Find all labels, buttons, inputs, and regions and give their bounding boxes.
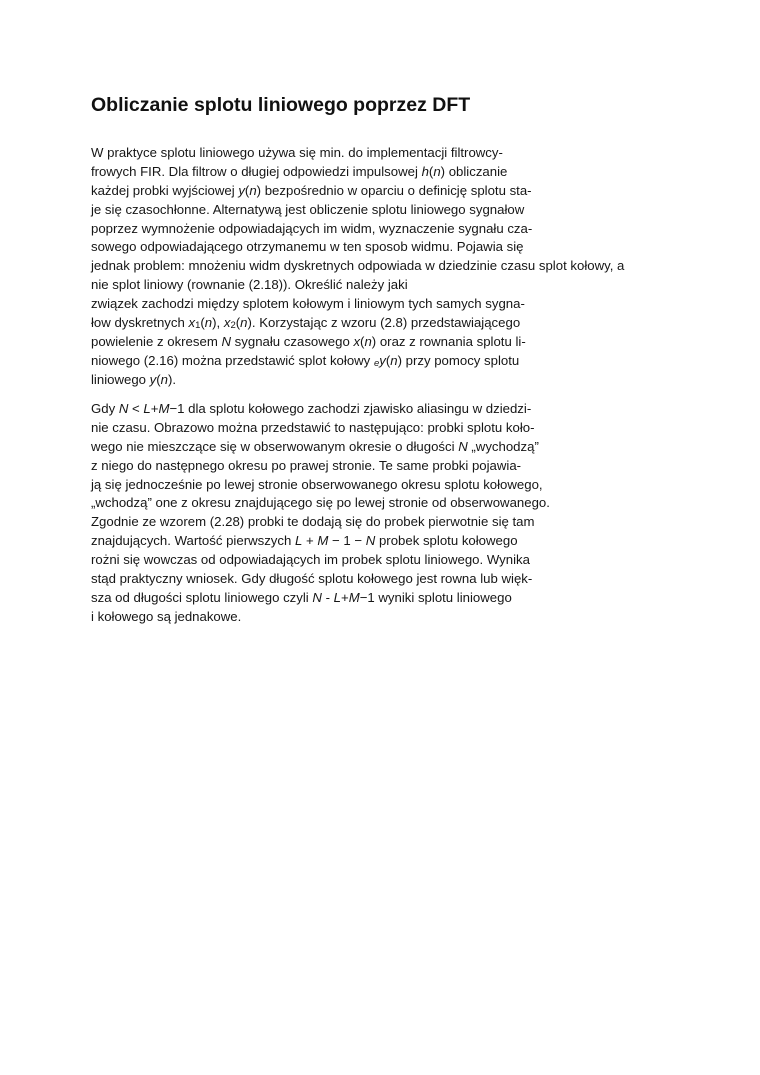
text-run: M <box>158 401 170 416</box>
text-run: M <box>348 589 360 605</box>
text-run: liniowego <box>91 371 150 387</box>
text-line <box>91 589 550 608</box>
text-run: N <box>221 333 232 349</box>
text-run: ) obliczanie <box>440 163 508 179</box>
text-line <box>91 371 624 390</box>
text-run: i kołowego są jednakowe. <box>91 608 242 624</box>
text-run: Zgodnie ze wzorem (2.28) probki te dodają się do probek pierwotnie się tam <box>91 514 535 530</box>
text-line <box>91 608 550 627</box>
text-run: je się czasochłonne. Alternatywą jest obliczenie splotu liniowego sygnałow <box>91 201 525 217</box>
text-run: + <box>150 401 159 416</box>
text-run: n <box>240 315 248 331</box>
text-run: ( <box>428 163 434 179</box>
text-line <box>91 238 624 257</box>
text-run: „wchodzą” one z okresu znajdującego się po lewej stronie od obserwowanego. <box>91 495 550 511</box>
text-line <box>91 352 624 371</box>
text-run: 2 <box>230 320 236 332</box>
text-line <box>91 532 550 551</box>
text-run: W praktyce splotu liniowego używa się min. do implementacji filtrowcy- <box>91 145 503 160</box>
text-run: ( <box>200 315 205 331</box>
text-line <box>91 476 550 495</box>
paragraph-2 <box>91 400 550 627</box>
text-run: e <box>373 357 380 369</box>
text-run: „wychodzą” <box>467 438 539 454</box>
text-run: n <box>433 163 441 179</box>
text-line <box>91 144 624 163</box>
text-run: sygnału czasowego <box>231 333 354 349</box>
text-line <box>91 163 624 182</box>
text-run: n <box>204 315 213 331</box>
text-run: y <box>238 182 245 198</box>
text-run: −1 wyniki splotu liniowego <box>359 589 512 605</box>
text-run: ( <box>156 371 161 387</box>
text-run: M <box>317 533 329 549</box>
text-run: frowych FIR. Dla filtrow o długiej odpowiedzi impulsowej <box>91 163 422 179</box>
text-run: ) przy pomocy splotu <box>397 352 520 368</box>
text-run: n <box>364 333 372 349</box>
text-run: L <box>143 401 151 416</box>
text-run: L <box>295 533 303 549</box>
text-line <box>91 333 624 352</box>
text-run: −1 dla splotu kołowego zachodzi zjawisko aliasingu w dziedzi- <box>169 401 532 416</box>
text-run: + <box>302 533 318 549</box>
text-run: poprzez wymnożenie odpowiadających im widm, wyznaczenie sygnału cza- <box>91 220 533 236</box>
text-run: powielenie z okresem <box>91 333 222 349</box>
text-run: z niego do następnego okresu po prawej stronie. Te same probki pojawia- <box>91 457 522 473</box>
text-run: x <box>223 315 231 331</box>
text-run: jednak problem: mnożeniu widm dyskretnych odpowiada w dziedzinie czasu splot kołowy, a <box>91 258 625 274</box>
text-line <box>91 314 624 333</box>
text-run: ( <box>385 352 391 368</box>
paragraph-1 <box>91 144 624 390</box>
text-run: sza od długości splotu liniowego czyli <box>91 589 313 605</box>
text-run: łow dyskretnych <box>91 315 189 331</box>
text-line <box>91 276 624 295</box>
text-run: n <box>390 352 398 368</box>
text-run: n <box>160 371 168 387</box>
text-run: ( <box>244 182 250 198</box>
text-run: ją się jednocześnie po lewej stronie obserwowanego okresu splotu kołowego, <box>91 476 543 492</box>
document-title: Obliczanie splotu liniowego poprzez DFT <box>91 94 471 116</box>
text-run: wego nie mieszczące się w obserwowanym okresie o długości <box>91 438 459 454</box>
text-run: ) oraz z rownania splotu li- <box>371 333 526 349</box>
text-line <box>91 513 550 532</box>
text-run: probek splotu kołowego <box>375 533 518 549</box>
text-run: y <box>379 352 386 368</box>
text-line <box>91 570 550 589</box>
text-run: L <box>333 589 341 605</box>
text-run: ( <box>360 333 365 349</box>
text-run: 1 <box>195 320 201 332</box>
text-run: N <box>118 401 129 416</box>
text-run: N <box>365 533 376 549</box>
text-line <box>91 438 550 457</box>
text-line <box>91 295 624 314</box>
text-line <box>91 457 550 476</box>
text-run: Gdy <box>91 401 119 416</box>
text-run: stąd praktyczny wniosek. Gdy długość splotu kołowego jest rowna lub więk- <box>91 571 533 587</box>
text-run: - <box>321 589 334 605</box>
text-run: y <box>149 371 157 387</box>
text-line <box>91 220 624 239</box>
text-run: ), <box>212 315 224 331</box>
text-run: związek zachodzi między splotem kołowym i liniowym tych samych sygna- <box>91 296 525 312</box>
text-run: nie splot liniowy (rownanie (2.18)). Określić należy jaki <box>91 277 408 293</box>
text-run: nie czasu. Obrazowo można przedstawić to następująco: probki splotu koło- <box>91 419 535 435</box>
text-run: ( <box>235 315 241 331</box>
text-line <box>91 419 550 438</box>
text-run: ) bezpośrednio w oparciu o definicję splotu sta- <box>256 182 532 198</box>
text-run: niowego (2.16) można przedstawić splot kołowy <box>91 352 374 368</box>
text-run: x <box>188 315 196 331</box>
text-line <box>91 257 624 276</box>
text-run: każdej probki wyjściowej <box>91 182 239 198</box>
text-run: ). Korzystając z wzoru (2.8) przedstawiającego <box>247 315 521 331</box>
text-run: rożni się wowczas od odpowiadających im probek splotu liniowego. Wynika <box>91 552 530 568</box>
text-run: h <box>421 163 429 179</box>
text-run: n <box>249 182 257 198</box>
text-run: x <box>353 333 361 349</box>
text-run: sowego odpowiadającego otrzymanemu w ten sposob widmu. Pojawia się <box>91 239 524 255</box>
text-line <box>91 551 550 570</box>
text-run: − 1 − <box>328 533 366 549</box>
text-run: znajdujących. Wartość pierwszych <box>91 533 295 549</box>
text-line <box>91 201 624 220</box>
text-run: < <box>128 401 144 416</box>
text-run: N <box>458 438 468 454</box>
text-run: ). <box>168 371 177 387</box>
text-run: + <box>340 589 349 605</box>
text-line <box>91 182 624 201</box>
text-line <box>91 400 550 419</box>
text-line <box>91 494 550 513</box>
text-run: N <box>312 589 322 605</box>
